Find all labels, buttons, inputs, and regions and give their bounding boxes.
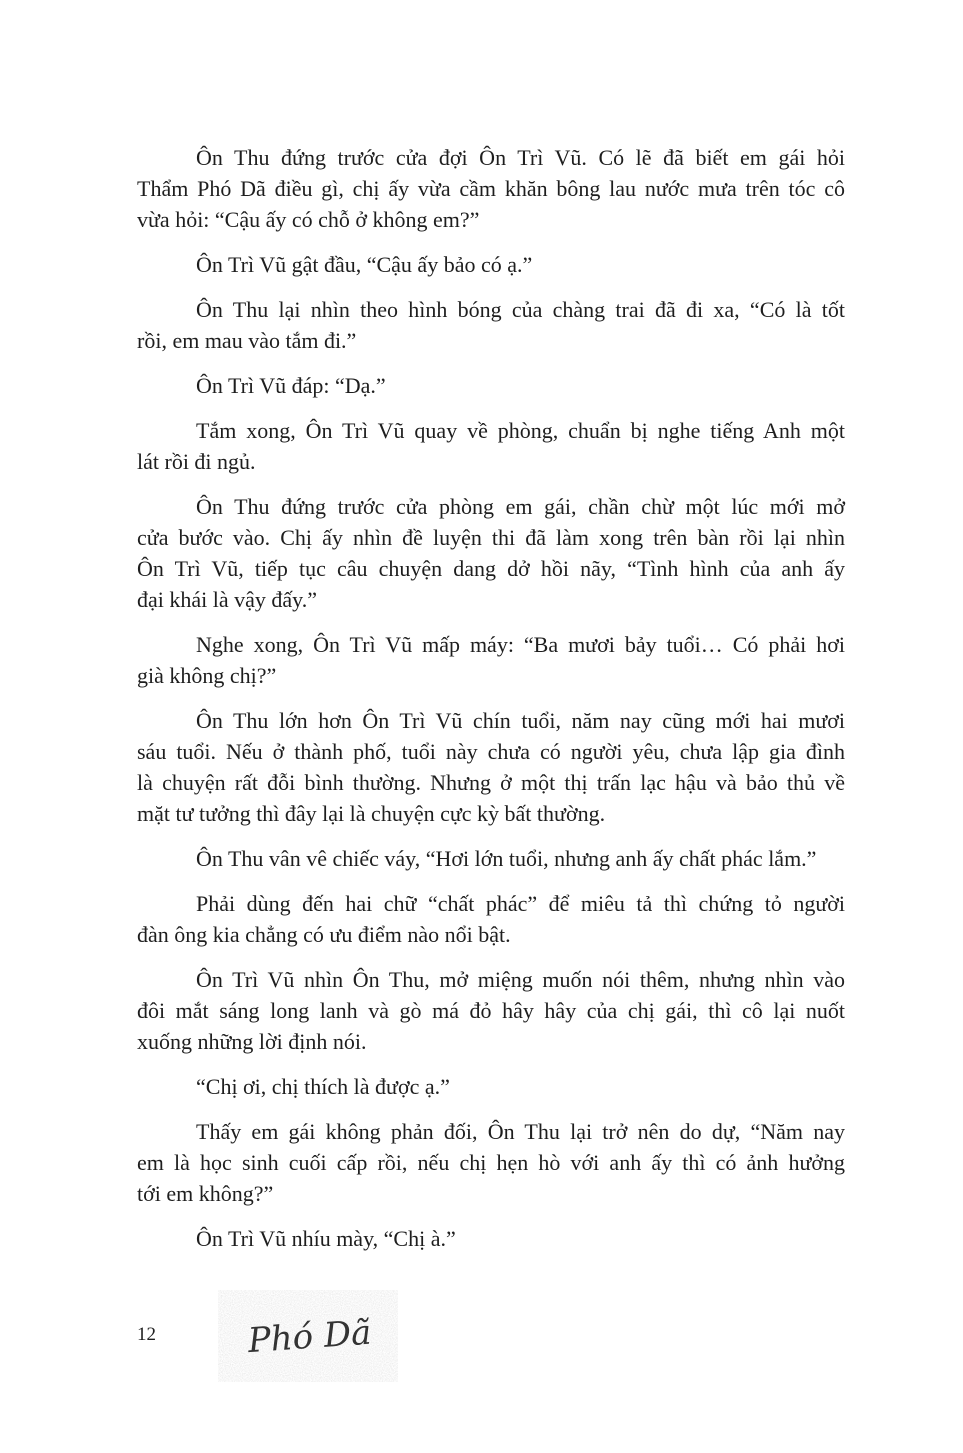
text-line: đôi mắt sáng long lanh và gò má đỏ hây hây của chị gái, thì cô lại nuốt <box>137 998 845 1023</box>
page-body-text <box>137 142 845 1268</box>
text-line: xuống những lời định nói. <box>137 1029 367 1054</box>
text-line: vừa hỏi: “Cậu ấy có chỗ ở không em?” <box>137 207 480 232</box>
paragraph <box>137 888 845 950</box>
paragraph <box>137 142 845 235</box>
paragraph <box>137 964 845 1057</box>
page-number: 12 <box>137 1324 156 1345</box>
text-line: đàn ông kia chẳng có ưu điểm nào nổi bật. <box>137 922 511 947</box>
paragraph <box>137 629 845 691</box>
text-line: sáu tuổi. Nếu ở thành phố, tuổi này chưa có người yêu, chưa lập gia đình <box>137 739 845 764</box>
text-line: Ôn Trì Vũ nhíu mày, “Chị à.” <box>196 1226 456 1251</box>
paragraph <box>137 294 845 356</box>
paragraph <box>137 1223 845 1254</box>
text-line: là chuyện rất đỗi bình thường. Nhưng ở một thị trấn lạc hậu và bảo thủ về <box>137 770 845 795</box>
text-line: Ôn Thu đứng trước cửa đợi Ôn Trì Vũ. Có lẽ đã biết em gái hỏi <box>196 145 845 170</box>
paragraph <box>137 843 845 874</box>
text-line: Ôn Thu lại nhìn theo hình bóng của chàng trai đã đi xa, “Có là tốt <box>196 297 845 322</box>
paragraph <box>137 415 845 477</box>
text-line: Ôn Trì Vũ nhìn Ôn Thu, mở miệng muốn nói thêm, nhưng nhìn vào <box>196 967 845 992</box>
text-line: tới em không?” <box>137 1181 274 1206</box>
text-line: lát rồi đi ngủ. <box>137 449 256 474</box>
text-line: Nghe xong, Ôn Trì Vũ mấp máy: “Ba mươi bảy tuổi… Có phải hơi <box>196 632 845 657</box>
paragraph <box>137 705 845 829</box>
text-line: Ôn Thu lớn hơn Ôn Trì Vũ chín tuổi, năm nay cũng mới hai mươi <box>196 708 845 733</box>
text-line: Ôn Trì Vũ đáp: “Dạ.” <box>196 373 386 398</box>
text-line: Thẩm Phó Dã điều gì, chị ấy vừa cầm khăn bông lau nước mưa trên tóc cô <box>137 176 845 201</box>
text-line: “Chị ơi, chị thích là được ạ.” <box>196 1074 450 1099</box>
paragraph <box>137 1116 845 1209</box>
text-line: Ôn Trì Vũ gật đầu, “Cậu ấy bảo có ạ.” <box>196 252 533 277</box>
paragraph <box>137 1071 845 1102</box>
text-line: già không chị?” <box>137 663 277 688</box>
text-line: cửa bước vào. Chị ấy nhìn đề luyện thi đã làm xong trên bàn rồi lại nhìn <box>137 525 845 550</box>
text-line: đại khái là vậy đấy.” <box>137 587 317 612</box>
text-line: Ôn Trì Vũ, tiếp tục câu chuyện dang dở hồi nãy, “Tình hình của anh ấy <box>137 556 845 581</box>
text-line: Phải dùng đến hai chữ “chất phác” để miêu tả thì chứng tỏ người <box>196 891 845 916</box>
text-line: mặt tư tưởng thì đây lại là chuyện cực kỳ bất thường. <box>137 801 606 826</box>
text-line: Ôn Thu đứng trước cửa phòng em gái, chần chừ một lúc mới mở <box>196 494 845 519</box>
paragraph <box>137 370 845 401</box>
svg-text:Phó Dã: Phó Dã <box>246 1312 373 1362</box>
author-signature-logo <box>218 1290 398 1382</box>
text-line: Thấy em gái không phản đối, Ôn Thu lại trở nên do dự, “Năm nay <box>196 1119 845 1144</box>
paragraph <box>137 491 845 615</box>
text-line: Tắm xong, Ôn Trì Vũ quay về phòng, chuẩn bị nghe tiếng Anh một <box>196 418 845 443</box>
text-line: em là học sinh cuối cấp rồi, nếu chị hẹn hò với anh ấy thì có ảnh hưởng <box>137 1150 845 1175</box>
text-line: Ôn Thu vân vê chiếc váy, “Hơi lớn tuổi, nhưng anh ấy chất phác lắm.” <box>196 846 817 871</box>
text-line: rồi, em mau vào tắm đi.” <box>137 328 357 353</box>
paragraph <box>137 249 845 280</box>
